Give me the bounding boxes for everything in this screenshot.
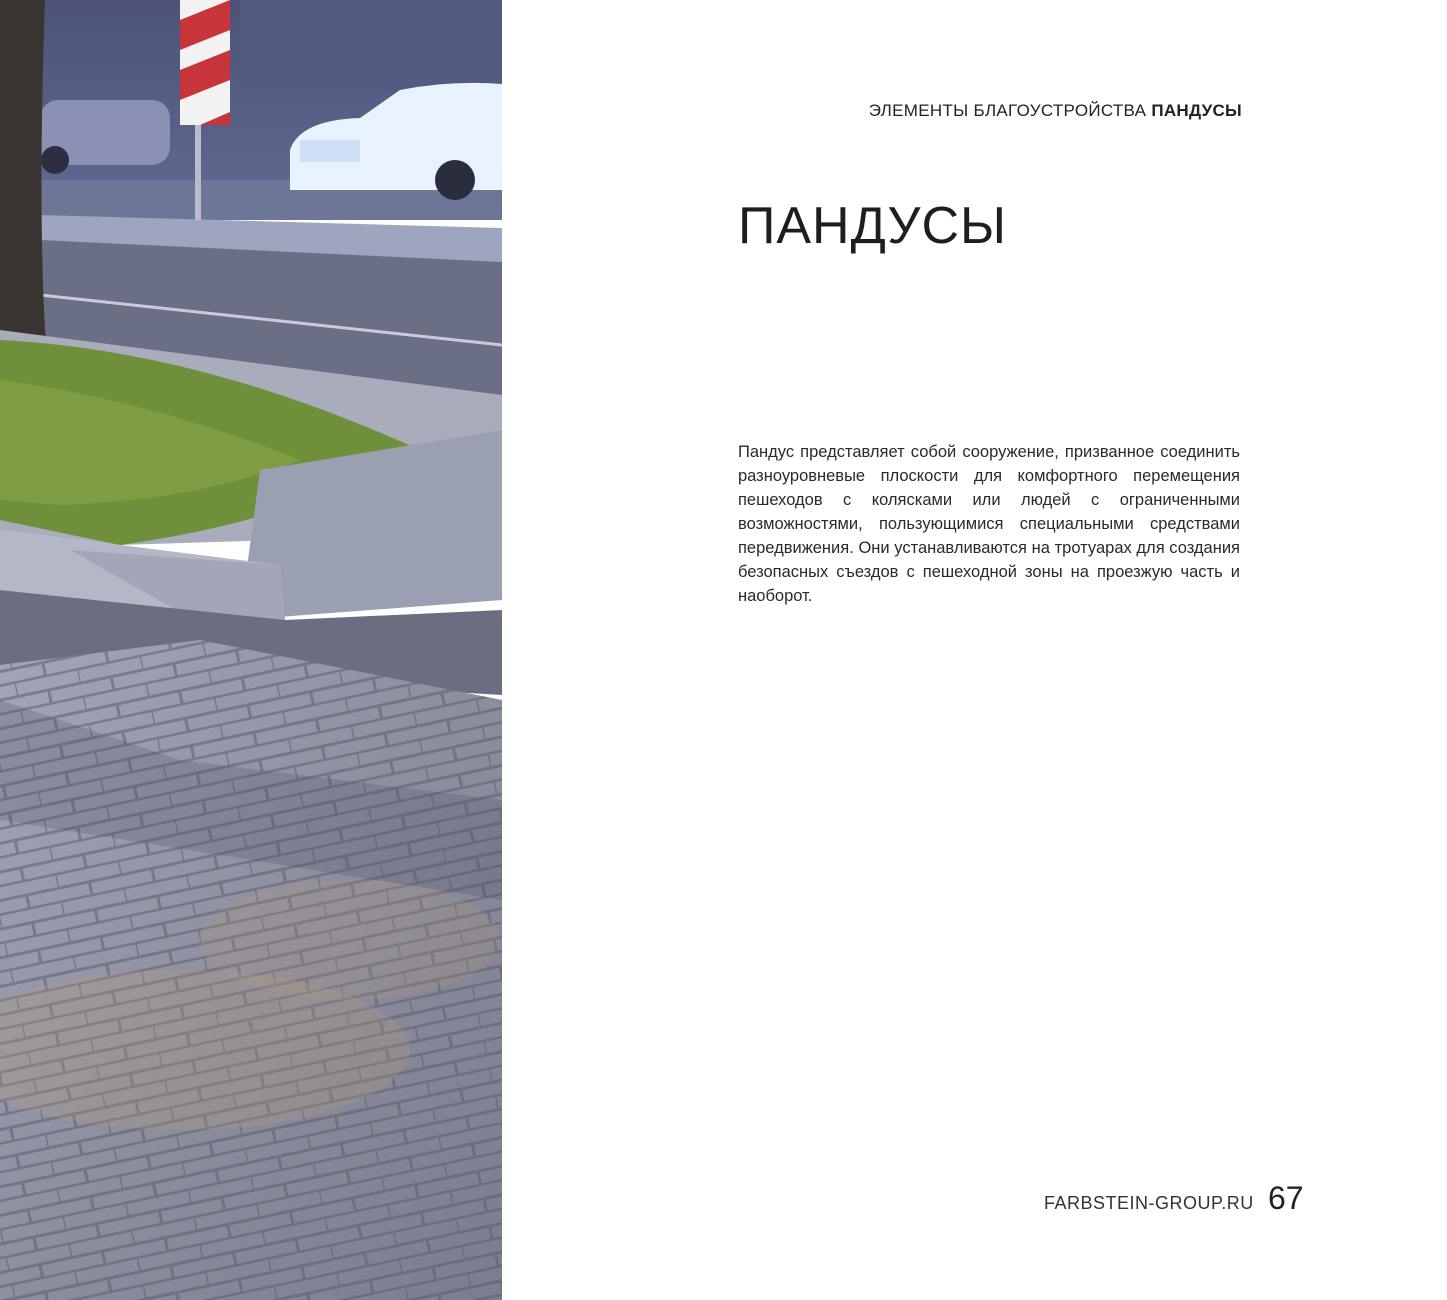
street-ramp-photo [0, 0, 502, 1300]
page-title: ПАНДУСЫ [738, 197, 1008, 255]
header-section: ЭЛЕМЕНТЫ БЛАГОУСТРОЙСТВА [868, 101, 1147, 120]
footer-website: FARBSTEIN-GROUP.RU [1044, 1193, 1254, 1213]
photo-illustration [0, 0, 502, 1300]
page-number: 67 [1268, 1180, 1304, 1216]
running-header [869, 101, 1242, 121]
body-paragraph: Пандус представляет собой сооружение, призванное соединить разноуровневые плоскости для комфортного перемещения пешеходов с колясками или людей с ограниченными возможностями, пользующимися специальными средствами передвижения. Они устанавливаются на тротуарах для создания безопасных съездов с пешеходной зоны на проезжую часть и наоборот. [738, 443, 1240, 605]
header-topic: ПАНДУСЫ [1151, 101, 1242, 120]
